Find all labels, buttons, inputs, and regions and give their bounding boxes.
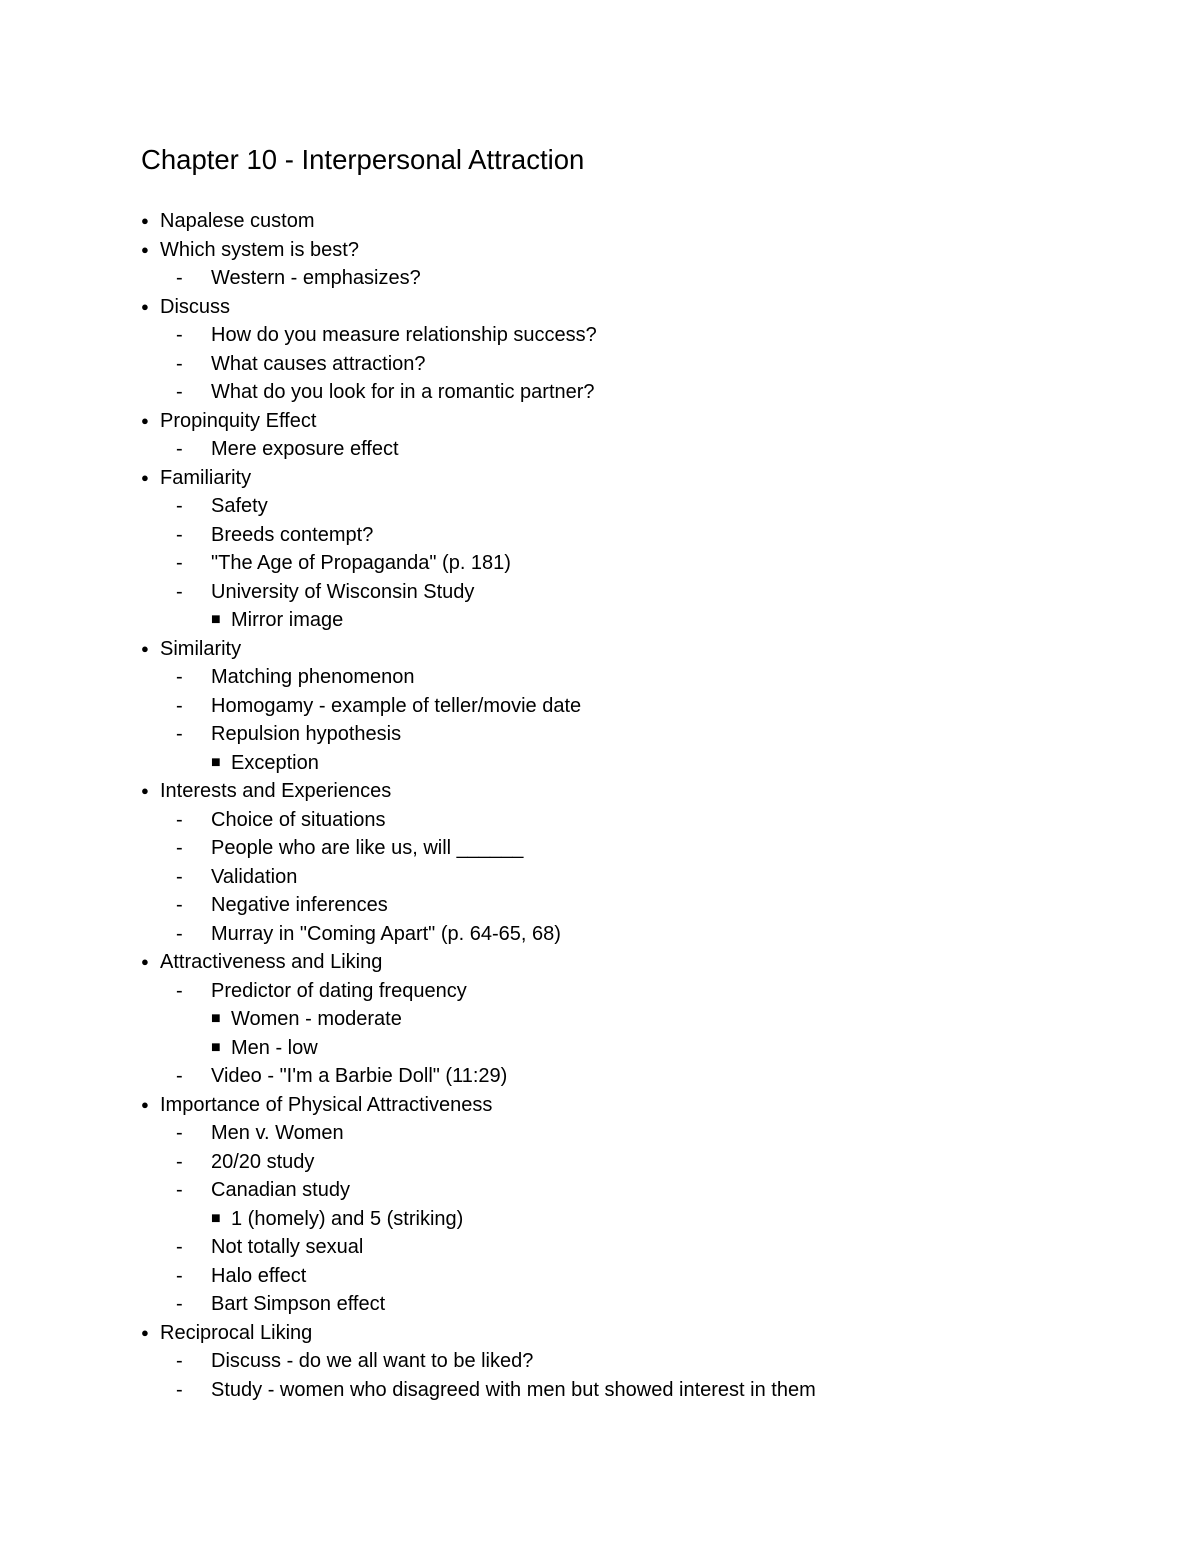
- outline-subpoint: [0, 1290, 1200, 1319]
- dash-marker: -: [176, 552, 183, 574]
- square-bullet-icon: ■: [211, 611, 221, 628]
- dash-marker: -: [176, 1378, 183, 1401]
- bullet-icon: ●: [141, 412, 149, 428]
- dash-marker: -: [176, 1236, 183, 1258]
- outline-text: Repulsion hypothesis: [211, 723, 402, 745]
- dash-marker: -: [176, 1179, 183, 1201]
- outline-text: 20/20 study: [211, 1150, 315, 1173]
- bullet-icon: ●: [141, 783, 149, 798]
- outline-text: Attractiveness and Liking: [160, 951, 383, 973]
- dash-marker: -: [176, 523, 183, 546]
- dash-marker: -: [176, 1150, 183, 1173]
- outline-subpoint: [0, 1233, 1200, 1262]
- outline-text: What causes attraction?: [211, 352, 426, 375]
- bullet-icon: ●: [141, 1096, 149, 1112]
- outline-text: Mirror image: [231, 609, 344, 631]
- outline-detail: [0, 1034, 1200, 1063]
- bullet-icon: ●: [141, 241, 149, 257]
- outline-text: Men - low: [231, 1036, 318, 1059]
- outline-subpoint: [0, 578, 1200, 607]
- outline-text: Interests and Experiences: [160, 780, 392, 802]
- outline-subpoint: [0, 1262, 1200, 1291]
- outline-subpoint: [0, 891, 1200, 920]
- outline-text: Matching phenomenon: [211, 666, 415, 688]
- dash-marker: -: [176, 352, 183, 375]
- dash-marker: -: [176, 324, 183, 346]
- square-bullet-icon: ■: [211, 1038, 221, 1056]
- outline-detail: [0, 1205, 1200, 1234]
- outline-text: Breeds contempt?: [211, 523, 374, 546]
- outline-text: Study - women who disagreed with men but showed interest in them: [211, 1378, 816, 1401]
- outline-text: Canadian study: [211, 1179, 350, 1201]
- outline-subpoint: [0, 806, 1200, 835]
- dash-marker: -: [176, 438, 183, 460]
- bullet-icon: ●: [141, 213, 149, 228]
- outline-topic: [0, 236, 1200, 265]
- outline-text: Murray in "Coming Apart" (p. 64-65, 68): [211, 922, 561, 945]
- outline-subpoint: [0, 834, 1200, 863]
- outline-text: Bart Simpson effect: [211, 1293, 386, 1315]
- outline-text: Predictor of dating frequency: [211, 979, 467, 1002]
- outline-text: Importance of Physical Attractiveness: [160, 1093, 493, 1116]
- dash-marker: -: [176, 1293, 183, 1315]
- outline-text: Propinquity Effect: [160, 409, 317, 432]
- outline-subpoint: [0, 521, 1200, 550]
- outline-topic: [0, 464, 1200, 493]
- outline-subpoint: [0, 692, 1200, 721]
- page-title: Chapter 10 - Interpersonal Attraction: [141, 144, 585, 175]
- bullet-icon: ●: [141, 640, 149, 656]
- outline-topic: [0, 407, 1200, 436]
- outline-subpoint: [0, 378, 1200, 407]
- outline-text: Exception: [231, 751, 319, 774]
- outline-text: Western - emphasizes?: [211, 267, 421, 289]
- dash-marker: -: [176, 865, 183, 888]
- outline-text: Women - moderate: [231, 1008, 402, 1030]
- outline-topic: [0, 1091, 1200, 1120]
- outline-subpoint: [0, 1119, 1200, 1148]
- outline-text: Discuss - do we all want to be liked?: [211, 1350, 534, 1372]
- outline-detail: [0, 749, 1200, 778]
- outline-detail: [0, 606, 1200, 635]
- outline-text: Mere exposure effect: [211, 438, 399, 460]
- square-bullet-icon: ■: [211, 1209, 221, 1227]
- dash-marker: -: [176, 837, 183, 859]
- outline-text: Negative inferences: [211, 894, 388, 916]
- outline-text: Not totally sexual: [211, 1236, 364, 1258]
- outline-text: Choice of situations: [211, 808, 386, 831]
- outline-subpoint: [0, 1062, 1200, 1091]
- bullet-icon: ●: [141, 1324, 149, 1340]
- outline-subpoint: [0, 1376, 1200, 1405]
- dash-marker: -: [176, 495, 183, 517]
- outline-topic: [0, 948, 1200, 977]
- dash-marker: -: [176, 381, 183, 403]
- dash-marker: -: [176, 580, 183, 603]
- outline-subpoint: [0, 321, 1200, 350]
- dash-marker: -: [176, 723, 183, 745]
- outline-subpoint: [0, 1148, 1200, 1177]
- notes-outline: [0, 207, 1200, 1404]
- outline-subpoint: [0, 435, 1200, 464]
- outline-subpoint: [0, 549, 1200, 578]
- bullet-icon: ●: [141, 469, 149, 485]
- outline-topic: [0, 777, 1200, 806]
- outline-subpoint: [0, 977, 1200, 1006]
- outline-text: Similarity: [160, 637, 242, 660]
- outline-subpoint: [0, 863, 1200, 892]
- dash-marker: -: [176, 267, 183, 289]
- outline-text: Napalese custom: [160, 210, 315, 232]
- outline-subpoint: [0, 720, 1200, 749]
- outline-subpoint: [0, 350, 1200, 379]
- outline-subpoint: [0, 1176, 1200, 1205]
- outline-text: Validation: [211, 865, 298, 888]
- outline-text: Homogamy - example of teller/movie date: [211, 694, 582, 717]
- dash-marker: -: [176, 1350, 183, 1372]
- outline-text: Which system is best?: [160, 238, 359, 261]
- square-bullet-icon: ■: [211, 753, 221, 771]
- outline-text: "The Age of Propaganda" (p. 181): [211, 552, 511, 574]
- bullet-icon: ●: [141, 954, 149, 969]
- dash-marker: -: [176, 894, 183, 916]
- outline-topic: [0, 207, 1200, 236]
- outline-text: Halo effect: [211, 1264, 307, 1287]
- square-bullet-icon: ■: [211, 1010, 221, 1027]
- outline-detail: [0, 1005, 1200, 1034]
- outline-topic: [0, 293, 1200, 322]
- dash-marker: -: [176, 666, 183, 688]
- outline-text: What do you look for in a romantic partner?: [211, 381, 595, 403]
- outline-text: University of Wisconsin Study: [211, 580, 475, 603]
- outline-text: People who are like us, will ______: [211, 837, 524, 859]
- outline-text: Men v. Women: [211, 1122, 344, 1144]
- outline-text: Reciprocal Liking: [160, 1321, 313, 1344]
- outline-subpoint: [0, 663, 1200, 692]
- dash-marker: -: [176, 922, 183, 945]
- bullet-icon: ●: [141, 298, 149, 314]
- outline-topic: [0, 1319, 1200, 1348]
- dash-marker: -: [176, 979, 183, 1002]
- outline-text: How do you measure relationship success?: [211, 324, 597, 346]
- outline-subpoint: [0, 264, 1200, 293]
- outline-subpoint: [0, 1347, 1200, 1376]
- outline-subpoint: [0, 920, 1200, 949]
- dash-marker: -: [176, 808, 183, 831]
- outline-text: 1 (homely) and 5 (striking): [231, 1207, 464, 1230]
- dash-marker: -: [176, 1264, 183, 1287]
- outline-text: Familiarity: [160, 466, 252, 489]
- dash-marker: -: [176, 694, 183, 717]
- outline-topic: [0, 635, 1200, 664]
- dash-marker: -: [176, 1122, 183, 1144]
- outline-subpoint: [0, 492, 1200, 521]
- outline-text: Discuss: [160, 295, 231, 318]
- dash-marker: -: [176, 1065, 183, 1087]
- outline-text: Safety: [211, 495, 268, 517]
- outline-text: Video - "I'm a Barbie Doll" (11:29): [211, 1065, 508, 1087]
